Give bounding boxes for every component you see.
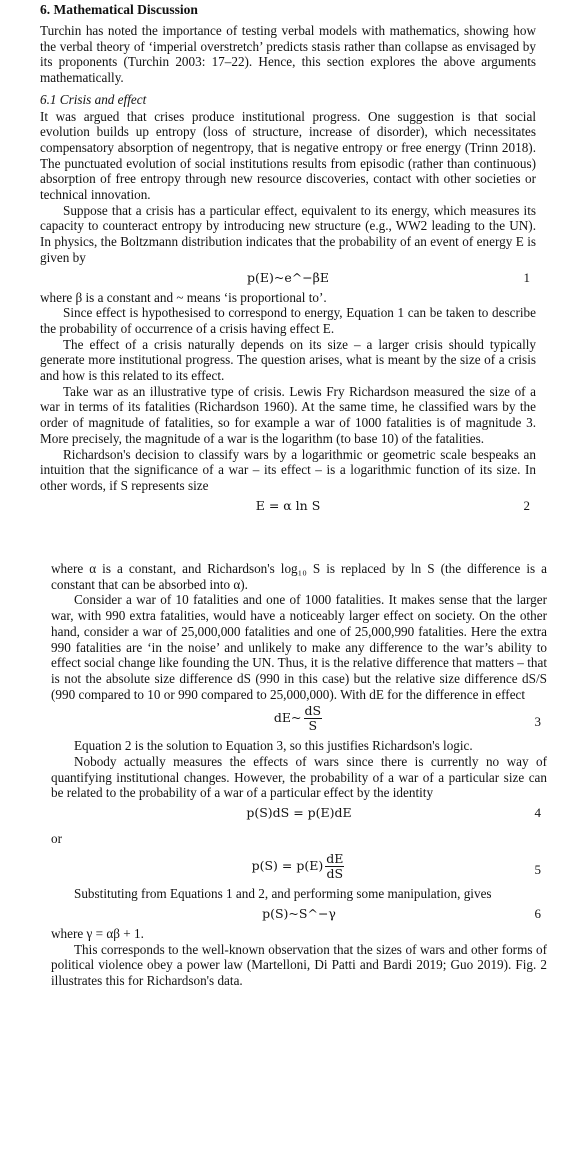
equation-5-lhs: p(S) = p(E) bbox=[251, 858, 324, 874]
paragraph-1: It was argued that crises produce institutional progress. One suggestion is that social evolution builds up entropy (loss of structure, increase of disorder), which necessitates compensatory absorption of negentropy, that is negative entropy or free energy (Trinn 2018). The punctuated evolution of social institutions results from episodic (rather than continuous) absorption of free entropy through new resource discoveries, contact with other societies or technical innovation. bbox=[40, 108, 536, 203]
or-connector: or bbox=[51, 831, 62, 847]
equation-3-denominator: S bbox=[308, 718, 318, 734]
paragraph-12: Substituting from Equations 1 and 2, and performing some manipulation, gives bbox=[74, 886, 492, 902]
equation-6 bbox=[51, 902, 547, 926]
section-intro: Turchin has noted the importance of testing verbal models with mathematics, showing how the verbal theory of ‘imperial overstretch’ predicts stasis rather than collapse as envisaged by its proponents (Turchin 2003: 17–22). Hence, this section explores the above arguments mathematically. bbox=[40, 23, 536, 86]
equation-5 bbox=[51, 850, 547, 886]
equation-5-numerator: dE bbox=[326, 851, 344, 867]
equation-3-expr bbox=[51, 704, 547, 733]
paragraph-7: Richardson's decision to classify wars by a logarithmic or geometric scale bespeaks an intuition that the significance of a war – its effect – is a logarithmic function of its size. In other words, if S represents size bbox=[40, 446, 536, 493]
paragraph-3: where β is a constant and ~ means ‘is proportional to’. bbox=[40, 289, 327, 305]
paragraph-13: where γ = αβ + 1. bbox=[51, 925, 144, 941]
paragraph-10: Equation 2 is the solution to Equation 3, so this justifies Richardson's logic. bbox=[74, 738, 473, 754]
equation-1-expr: p(E)~e^−βE bbox=[246, 269, 330, 285]
paragraph-11: Nobody actually measures the effects of wars since there is currently no way of quantifying institutional changes. However, the probability of a war of a particular size can be related to the probability of a war of a particular effect by the identity bbox=[51, 754, 547, 801]
equation-5-number: 5 bbox=[534, 862, 541, 878]
equation-1-number: 1 bbox=[523, 269, 530, 285]
paragraph-5: The effect of a crisis naturally depends on its size – a larger crisis should typically generate more institutional progress. The question arises, what is meant by the size of a crisis and how is this related to its effect. bbox=[40, 336, 536, 384]
paragraph-4: Since effect is hypothesised to correspond to energy, Equation 1 can be taken to describe the probability of occurrence of a crisis having effect E. bbox=[40, 305, 536, 336]
equation-4-expr: p(S)dS = p(E)dE bbox=[246, 805, 352, 821]
column-upper bbox=[40, 2, 536, 518]
section-title: 6. Mathematical Discussion bbox=[40, 2, 198, 17]
column-lower bbox=[51, 561, 547, 989]
equation-1 bbox=[40, 266, 536, 290]
equation-2-number: 2 bbox=[523, 497, 530, 513]
equation-4 bbox=[51, 801, 547, 825]
equation-6-number: 6 bbox=[534, 905, 541, 921]
equation-3-fraction bbox=[304, 704, 323, 733]
paragraph-14: This corresponds to the well-known observation that the sizes of wars and other forms of political violence obey a power law (Martelloni, Di Patti and Bardi 2019; Guo 2019). Fig. 2 illustrates this for Richardson's data. bbox=[51, 941, 547, 988]
equation-4-number: 4 bbox=[534, 805, 541, 821]
equation-2 bbox=[40, 494, 536, 518]
equation-3 bbox=[51, 702, 547, 738]
equation-5-denominator: dS bbox=[326, 866, 344, 882]
paragraph-2: Suppose that a crisis has a particular effect, equivalent to its energy, which measures its capacity to counteract entropy by introducing new structure (e.g., WW2 leading to the UN). In physics, the Boltzmann distribution indicates that the probability of an event of energy E is given by bbox=[40, 202, 536, 265]
equation-3-numerator: dS bbox=[304, 703, 322, 719]
equation-2-expr: E = α ln S bbox=[255, 497, 321, 513]
equation-5-fraction bbox=[325, 852, 344, 881]
paragraph-6: Take war as an illustrative type of crisis. Lewis Fry Richardson measured the size of a war in terms of its fatalities (Richardson 1960). At the same time, he classified wars by the order of magnitude of fatalities, so for example a war of 1000 fatalities is of magnitude 3. More precisely, the magnitude of a war is the logarithm (to base 10) of the fatalities. bbox=[40, 383, 536, 446]
paragraph-9: Consider a war of 10 fatalities and one of 1000 fatalities. It makes sense that the larger war, with 990 extra fatalities, would have a noticeably larger effect on society. On the other hand, consider a war of 25,000,000 fatalities and one of 25,000,990 fatalities. Here the extra 990 fatalities are ‘in the noise’ and unlikely to make any difference to the war’s ability to effect social change like founding the UN. Thus, it is the relative difference that matters – that is not the absolute size difference dS (990 in this case) but the relative size difference dS/S (990 compared to 10 or 990 compared to 25,000,000). With dE for the difference in effect bbox=[51, 592, 547, 702]
subsection-title: 6.1 Crisis and effect bbox=[40, 91, 147, 107]
equation-5-expr bbox=[51, 852, 547, 881]
paragraph-8: where α is a constant, and Richardson's log₁₀ S is replaced by ln S (the difference is a constant that can be absorbed into α). bbox=[51, 561, 547, 592]
equation-6-expr: p(S)~S^−γ bbox=[262, 905, 336, 921]
equation-3-lhs: dE~ bbox=[273, 710, 302, 726]
equation-3-number: 3 bbox=[534, 714, 541, 730]
